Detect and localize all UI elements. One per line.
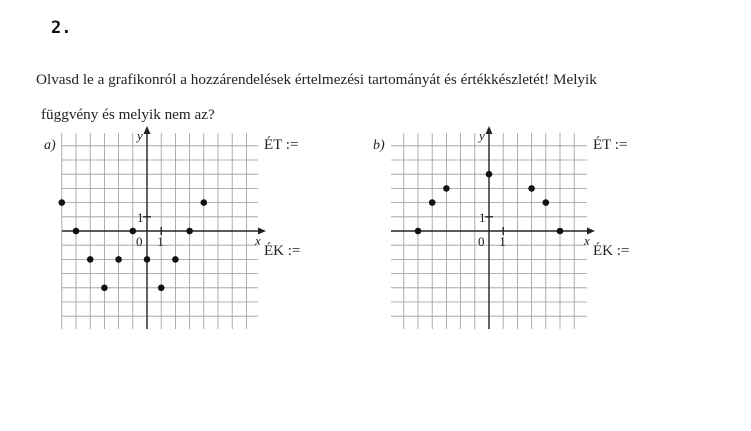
data-point xyxy=(186,228,193,235)
data-point xyxy=(429,199,436,206)
graph-b-y-unit-label: 1 xyxy=(479,209,486,225)
graph-a-label: a) xyxy=(44,138,56,153)
graph-a-domain-label: ÉT := xyxy=(264,137,299,153)
data-point xyxy=(59,199,66,206)
data-point xyxy=(415,228,422,235)
data-point xyxy=(115,256,122,263)
graph-b-x-axis-label: x xyxy=(584,233,590,248)
graph-b-range-label: ÉK := xyxy=(593,243,630,259)
data-point xyxy=(87,256,94,263)
graph-a-x-unit-label: 1 xyxy=(157,234,164,249)
data-point xyxy=(443,185,450,192)
graph-b-y-axis-label: y xyxy=(479,128,485,143)
graph-b-domain-label: ÉT := xyxy=(593,137,628,153)
data-point xyxy=(557,228,564,235)
graph-a-y-arrow xyxy=(144,126,151,134)
question-text-line-2: függvény és melyik nem az? xyxy=(41,106,215,123)
graph-a-y-unit-label: 1 xyxy=(137,209,144,225)
data-point xyxy=(486,171,493,178)
data-point xyxy=(101,285,108,292)
task-number: 2. xyxy=(51,18,72,38)
graph-a-origin-label: 0 xyxy=(136,234,143,249)
data-point xyxy=(172,256,179,263)
graph-b xyxy=(373,126,629,329)
data-point xyxy=(528,185,535,192)
graph-a-y-axis-label: y xyxy=(137,128,143,143)
data-point xyxy=(73,228,80,235)
graph-b-y-arrow xyxy=(486,126,493,134)
graph-b-label: b) xyxy=(373,138,385,153)
graph-a-range-label: ÉK := xyxy=(264,243,301,259)
data-point xyxy=(130,228,137,235)
graph-b-x-unit-label: 1 xyxy=(499,234,506,249)
data-point xyxy=(158,285,165,292)
question-text-line-1: Olvasd le a grafikonról a hozzárendelések értelmezési tartományát és értékkészletét! Melyik xyxy=(36,71,597,88)
graph-a-x-axis-label: x xyxy=(255,233,261,248)
graph-a xyxy=(44,126,300,329)
graph-b-origin-label: 0 xyxy=(478,234,485,249)
data-point xyxy=(144,256,151,263)
data-point xyxy=(543,199,550,206)
data-point xyxy=(201,199,208,206)
